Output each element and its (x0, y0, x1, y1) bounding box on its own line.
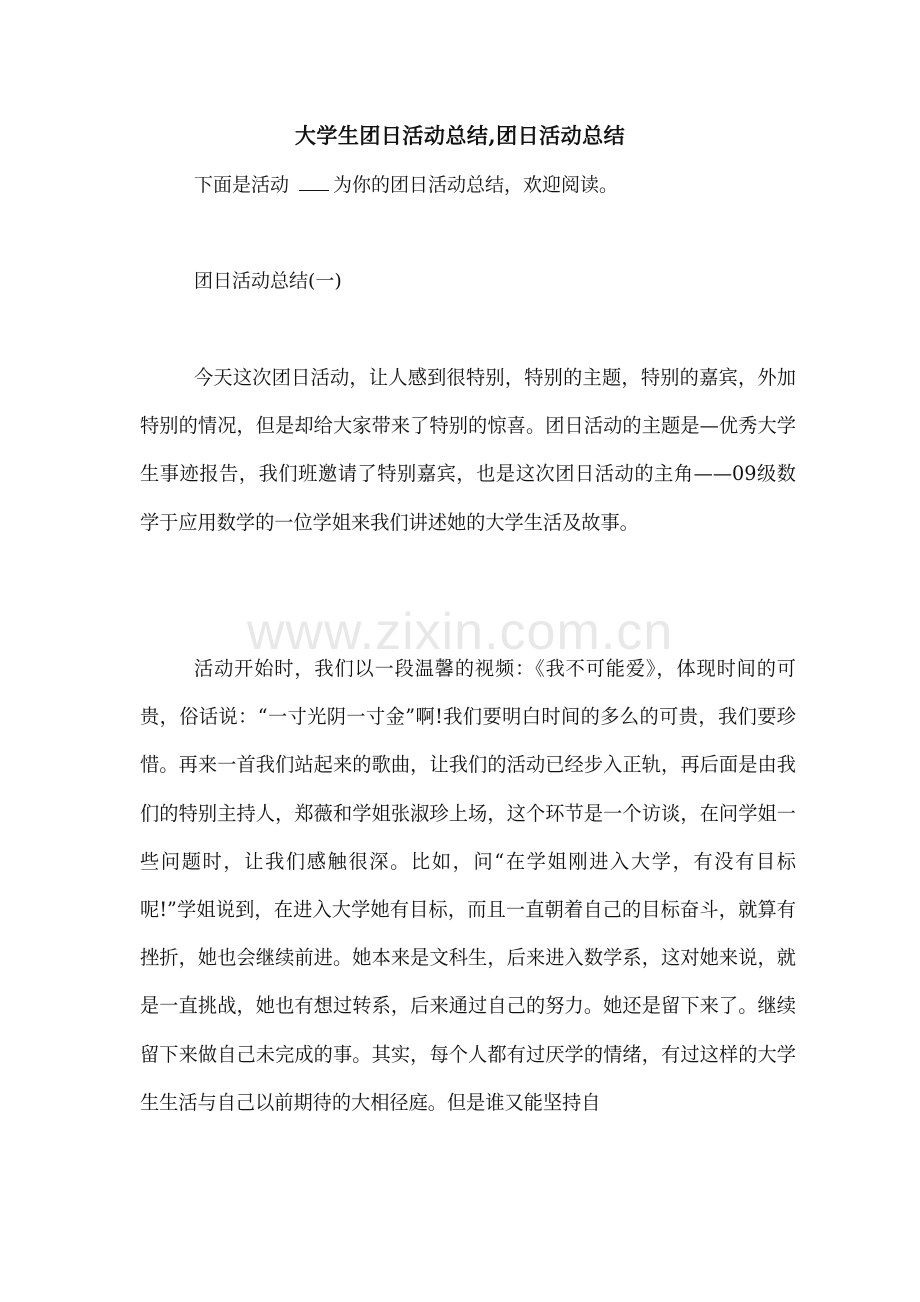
section-heading: 团日活动总结(一) (194, 270, 342, 292)
intro-text-after: 为你的团日活动总结，欢迎阅读。 (333, 174, 619, 196)
paragraph-2: 活动开始时，我们以一段温馨的视频：《我不可能爱》，体现时间的可贵，俗话说：“一寸光阴一寸金”啊!我们要明白时间的多么的可贵，我们要珍惜。再来一首我们站起来的歌曲，让我们的活动已经步入正轨，再后面是由我们的特别主持人，郑薇和学姐张淑珍上场，这个环节是一个访谈，在问学姐一些问题时，让我们感触很深。比如，问“在学姐刚进入大学，有没有目标呢!”学姐说到，在进入大学她有目标，而且一直朝着自己的目标奋斗，就算有挫折，她也会继续前进。她本来是文科生，后来进入数学系，这对她来说，就是一直挑战，她也有想过转系，后来通过自己的努力。她还是留下来了。继续留下来做自己未完成的事。其实，每个人都有过厌学的情绪，有过这样的大学生生活与自己以前期待的大相径庭。但是谁又能坚持自 (140, 657, 796, 1114)
author-blank (299, 172, 329, 191)
intro-line (194, 170, 834, 200)
document-title: 大学生团日活动总结,团日活动总结 (294, 123, 626, 148)
watermark: www.zixin.com.cn (246, 603, 674, 661)
paragraph-1: 今天这次团日活动，让人感到很特别，特别的主题，特别的嘉宾，外加特别的情况，但是却给大家带来了特别的惊喜。团日活动的主题是—优秀大学生事迹报告，我们班邀请了特别嘉宾，也是这次团日活动的主角——09级数学于应用数学的一位学姐来我们讲述她的大学生活及故事。 (140, 366, 796, 534)
intro-text-before: 下面是活动 (194, 174, 290, 196)
